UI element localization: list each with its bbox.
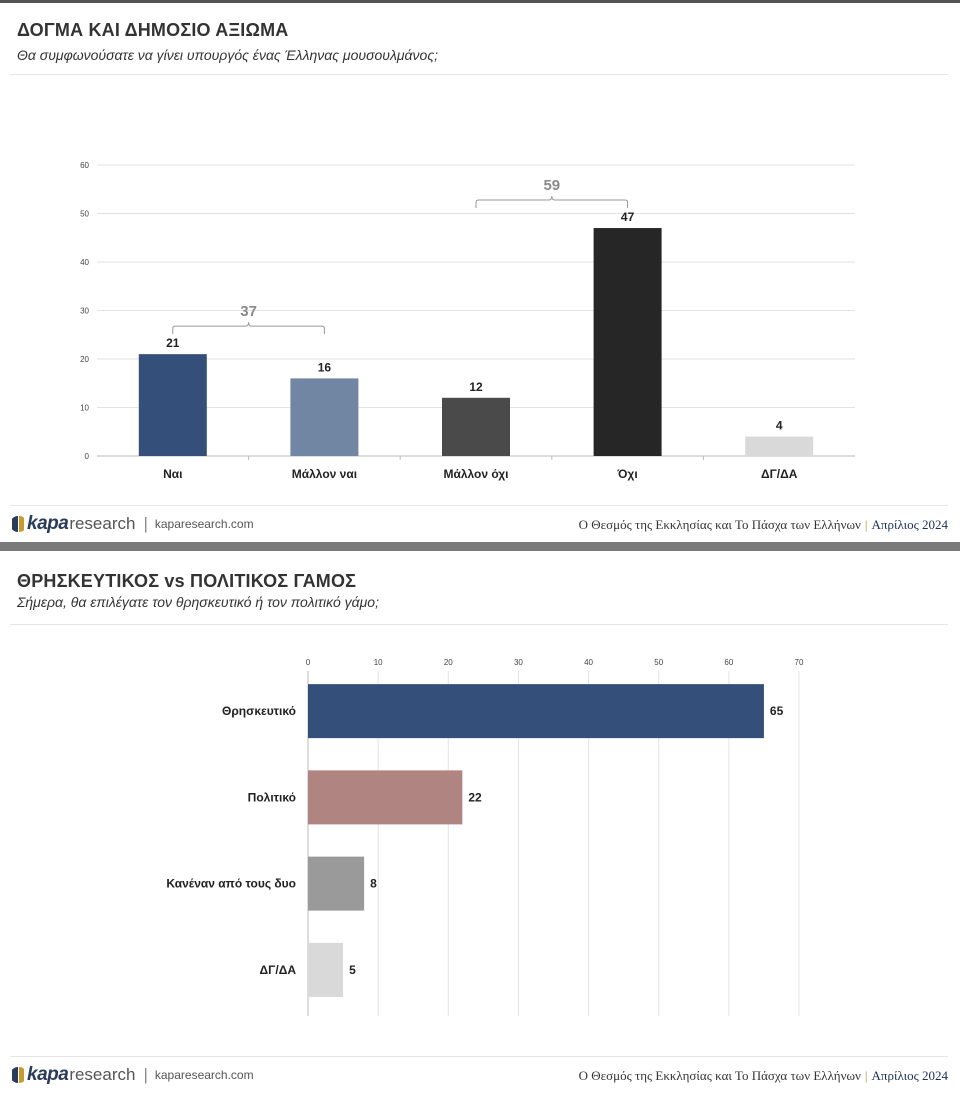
bar [308, 857, 364, 911]
data-label: 65 [769, 704, 784, 719]
slide-2-subtitle: Σήμερα, θα επιλέγατε τον θρησκευτικό ή τον πολιτικό γάμο; [17, 594, 379, 610]
y-tick-label: 0 [84, 452, 89, 461]
bar [290, 378, 358, 456]
x-tick-label: ΔΓ/ΔΑ [760, 467, 798, 481]
logo-separator: | [143, 1065, 148, 1084]
slide-2-title: ΘΡΗΣΚΕΥΤΙΚΟΣ vs ΠΟΛΙΤΙΚΟΣ ΓΑΜΟΣ [17, 571, 357, 591]
report-date: Απρίλιος 2024 [871, 517, 948, 532]
logo-research: research [69, 514, 136, 533]
logo-research: research [69, 1065, 136, 1084]
x-tick-label: 50 [654, 658, 664, 667]
x-tick-label: 20 [443, 658, 453, 667]
bar [594, 228, 662, 456]
report-info [579, 517, 948, 533]
y-tick-label: ΔΓ/ΔΑ [259, 962, 296, 977]
header-divider [10, 624, 948, 625]
vertical-bar-chart [0, 63, 960, 503]
logo-mark-icon [12, 1066, 24, 1084]
y-tick-label: 40 [80, 258, 89, 267]
report-info [579, 1068, 948, 1084]
horizontal-bar-chart [0, 646, 960, 1036]
report-separator: | [864, 517, 868, 532]
data-label: 8 [370, 876, 377, 891]
bar [139, 354, 207, 456]
slide-1-subtitle: Θα συμφωνούσατε να γίνει υπουργός ένας Έλληνας μουσουλμάνος; [17, 47, 439, 63]
bracket-label: 37 [240, 303, 257, 321]
y-tick-label: 10 [80, 403, 89, 413]
x-tick-label: Μάλλον όχι [443, 467, 509, 481]
bar [308, 770, 462, 824]
report-date: Απρίλιος 2024 [871, 1068, 948, 1083]
slide-divider [0, 542, 960, 551]
logo-brand: kapa [27, 513, 69, 534]
slide-1 [0, 0, 960, 542]
report-title: Ο Θεσμός της Εκκλησίας και Το Πάσχα των Ελλήνων [578, 517, 861, 532]
report-separator: | [864, 1068, 868, 1083]
x-tick-label: Μάλλον ναι [291, 467, 358, 481]
x-tick-label: 40 [584, 658, 594, 667]
slide-1-title: ΔΟΓΜΑ ΚΑΙ ΔΗΜΟΣΙΟ ΑΞΙΩΜΑ [17, 20, 289, 40]
y-tick-label: 50 [80, 209, 89, 219]
bar [308, 943, 343, 997]
kapa-research-logo [12, 513, 254, 535]
bracket-label: 59 [543, 177, 561, 195]
data-label: 21 [166, 336, 180, 351]
x-tick-label: 60 [724, 658, 734, 667]
x-tick-label: 70 [794, 658, 804, 667]
x-tick-label: Ναι [163, 467, 183, 481]
logo-separator: | [143, 514, 148, 533]
bracket [173, 322, 325, 334]
data-label: 5 [349, 962, 356, 977]
website-link[interactable]: kaparesearch.com [154, 517, 254, 531]
y-tick-label: Θρησκευτικό [222, 704, 296, 719]
x-tick-label: 30 [513, 658, 523, 667]
y-tick-label: 20 [80, 355, 89, 364]
logo-mark-icon [12, 515, 24, 533]
website-link[interactable]: kaparesearch.com [154, 1068, 254, 1082]
x-tick-label: 10 [373, 658, 383, 667]
kapa-research-logo [12, 1064, 254, 1086]
x-tick-label: 0 [305, 658, 311, 667]
y-tick-label: Πολιτικό [247, 790, 296, 805]
logo-brand: kapa [27, 1064, 69, 1085]
bar [308, 684, 764, 738]
data-label: 4 [775, 418, 783, 433]
data-label: 47 [620, 210, 635, 225]
data-label: 22 [468, 790, 482, 805]
y-tick-label: 60 [80, 161, 89, 170]
bar [745, 437, 813, 456]
footer [0, 1056, 960, 1096]
x-tick-label: Όχι [617, 467, 638, 481]
data-label: 12 [469, 379, 483, 394]
bar [442, 398, 510, 456]
bracket [476, 196, 628, 208]
y-tick-label: 30 [80, 306, 89, 316]
data-label: 16 [317, 360, 332, 375]
slide-2 [0, 551, 960, 1090]
report-title: Ο Θεσμός της Εκκλησίας και Το Πάσχα των Ελλήνων [578, 1068, 861, 1083]
y-tick-label: Κανέναν από τους δυο [166, 876, 296, 891]
footer [0, 505, 960, 545]
